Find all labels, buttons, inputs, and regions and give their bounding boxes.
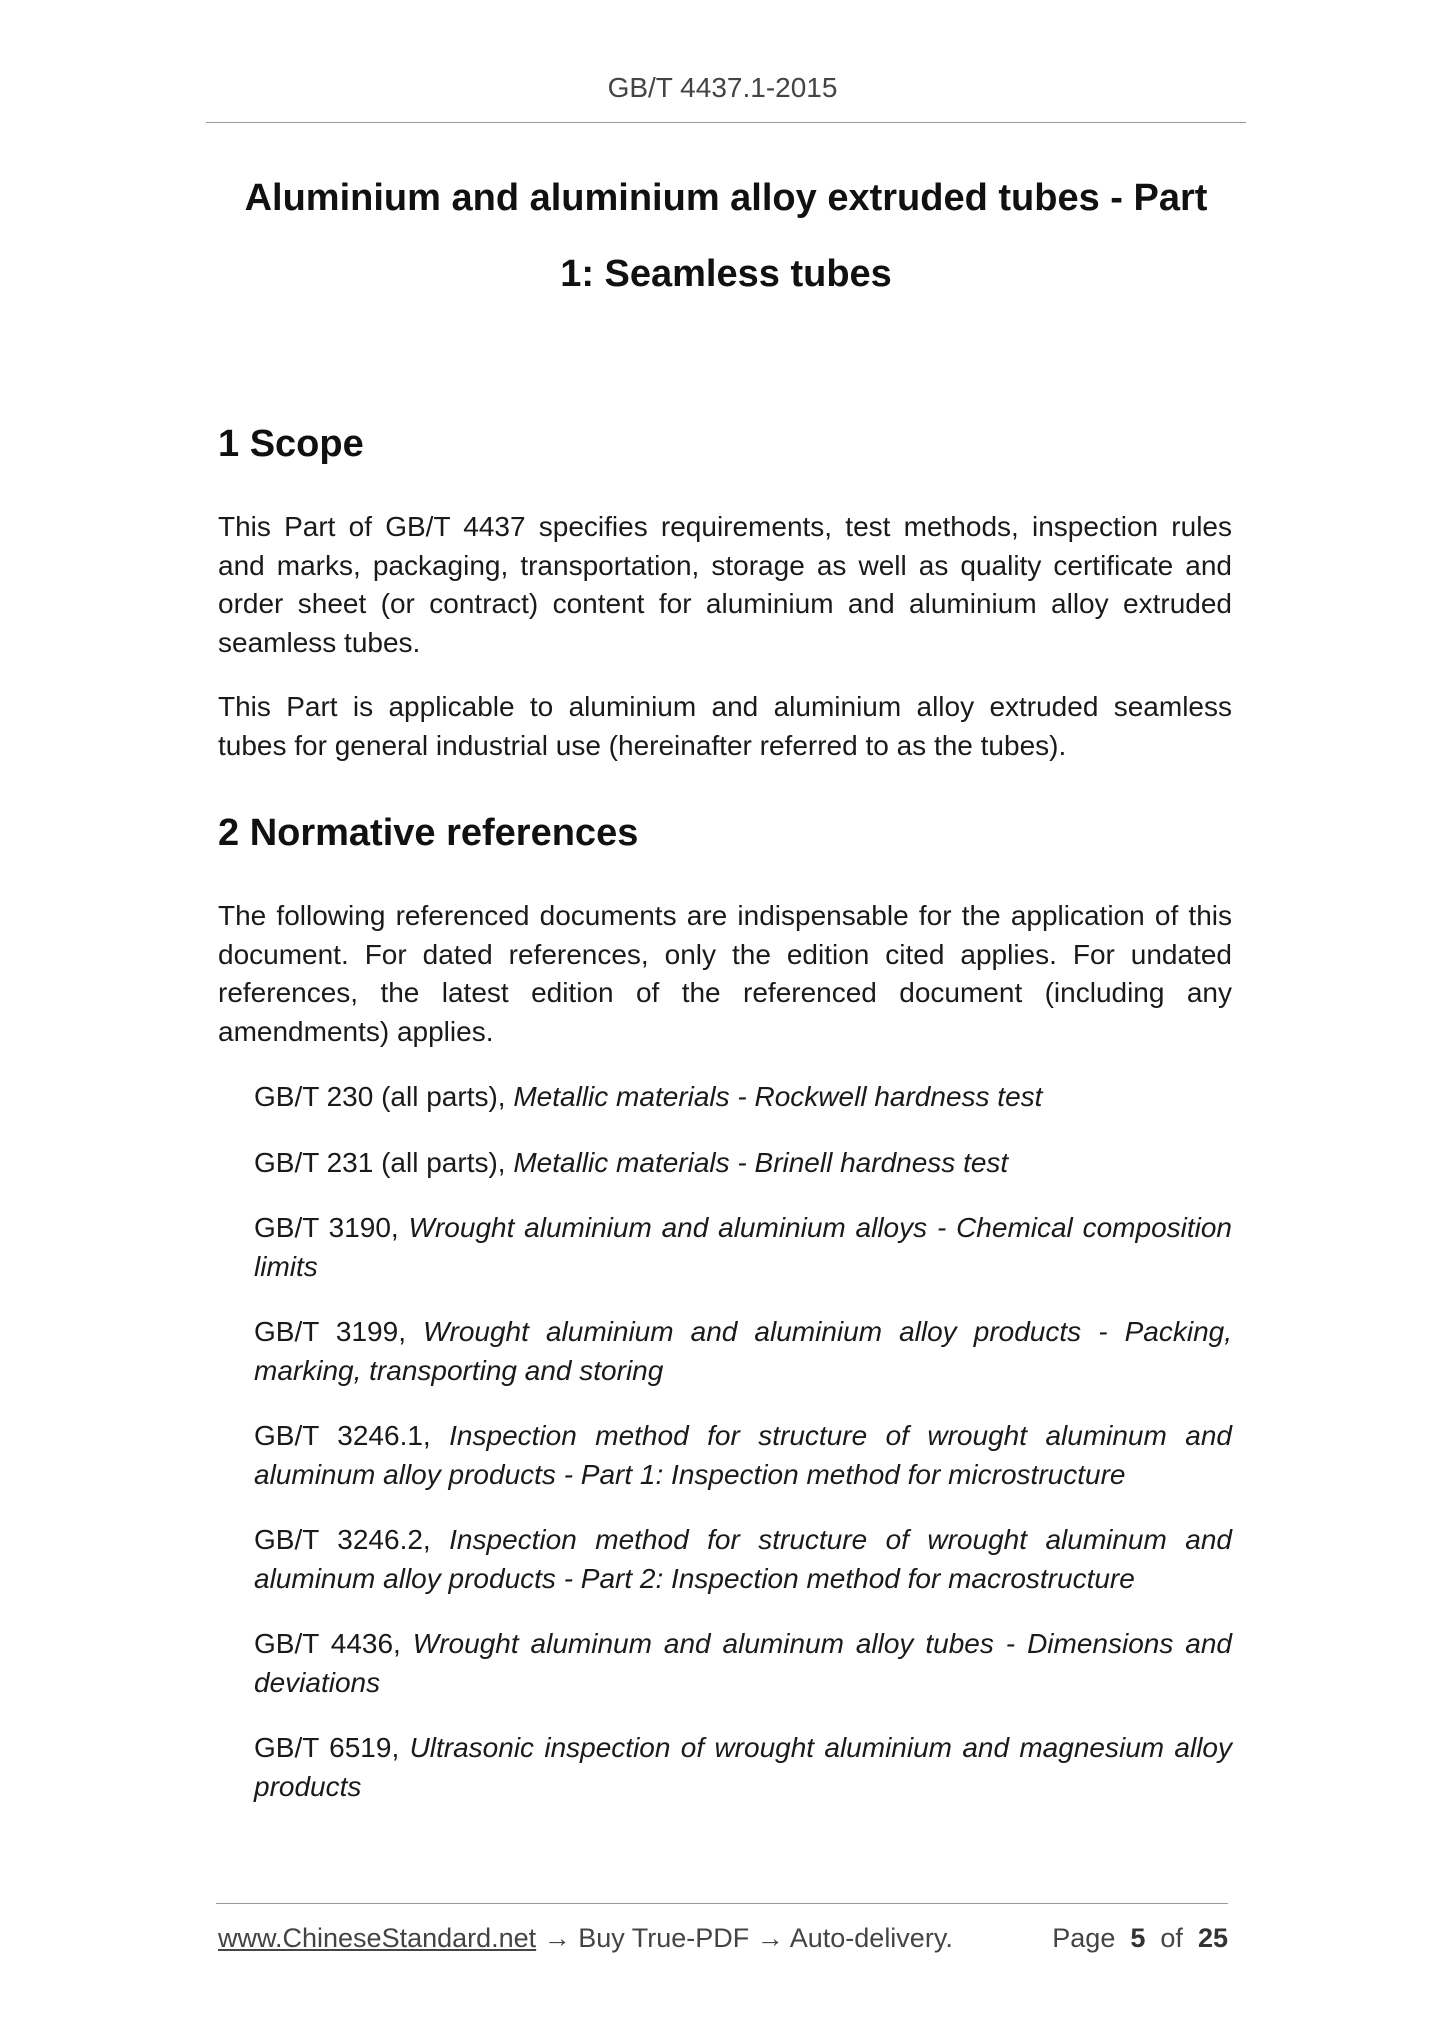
document-title-line-2: 1: Seamless tubes bbox=[560, 253, 892, 295]
reference-title: Metallic materials - Brinell hardness test bbox=[513, 1146, 1009, 1178]
reference-code: GB/T 3199, bbox=[254, 1316, 406, 1347]
header-divider bbox=[206, 122, 1246, 123]
document-body bbox=[218, 420, 1232, 1806]
reference-code: GB/T 3190, bbox=[254, 1212, 399, 1243]
reference-item bbox=[254, 1417, 1232, 1494]
header-doc-code: GB/T 4437.1-2015 bbox=[607, 72, 838, 103]
document-title bbox=[206, 160, 1246, 312]
reference-title: Ultrasonic inspection of wrought aluminium and magnesium alloy products bbox=[254, 1732, 1232, 1802]
reference-code: GB/T 3246.1, bbox=[254, 1420, 431, 1451]
section-heading-scope: 1 Scope bbox=[218, 423, 364, 465]
reference-code: GB/T 230 (all parts), bbox=[254, 1081, 506, 1112]
page-of-label: of bbox=[1160, 1923, 1183, 1953]
page-current: 5 bbox=[1130, 1923, 1146, 1953]
reference-title: Inspection method for structure of wrought aluminum and aluminum alloy products - Part 1: Inspection method for microstructure bbox=[254, 1420, 1232, 1490]
page-total: 25 bbox=[1197, 1923, 1228, 1953]
scope-paragraph-2: This Part is applicable to aluminium and aluminium alloy extruded seamless tubes for general industrial use (hereinafter referred to as the tubes). bbox=[218, 691, 1232, 761]
reference-item bbox=[254, 1209, 1232, 1286]
reference-item bbox=[254, 1625, 1232, 1702]
reference-code: GB/T 4436, bbox=[254, 1628, 401, 1659]
reference-item bbox=[254, 1521, 1232, 1598]
reference-code: GB/T 6519, bbox=[254, 1732, 400, 1763]
reference-title: Wrought aluminium and aluminium alloy products - Packing, marking, transporting and storing bbox=[254, 1316, 1233, 1386]
section-heading-normative-references: 2 Normative references bbox=[218, 812, 639, 854]
reference-title: Wrought aluminum and aluminum alloy tubes - Dimensions and deviations bbox=[254, 1628, 1232, 1698]
footer-promo-text: → Buy True-PDF → Auto-delivery. bbox=[536, 1923, 953, 1953]
reference-item bbox=[254, 1729, 1232, 1806]
chinesestandard-link[interactable]: www.ChineseStandard.net bbox=[218, 1923, 537, 1953]
page-label: Page bbox=[1052, 1923, 1116, 1953]
reference-title: Metallic materials - Rockwell hardness test bbox=[513, 1081, 1043, 1112]
scope-paragraph-1: This Part of GB/T 4437 specifies requirements, test methods, inspection rules and marks, packaging, transportation, storage as well as quality certificate and order sheet (or contract) content for aluminium and aluminium alloy extruded seamless tubes. bbox=[218, 511, 1232, 658]
reference-item bbox=[254, 1313, 1232, 1390]
reference-title: Inspection method for structure of wrought aluminum and aluminum alloy products - Part 2: Inspection method for macrostructure bbox=[254, 1524, 1232, 1594]
reference-code: GB/T 231 (all parts), bbox=[254, 1146, 506, 1178]
normative-intro-paragraph: The following referenced documents are indispensable for the application of this document. For dated references, only the edition cited applies. For undated references, the latest edition of the referenced document (including any amendments) applies. bbox=[218, 900, 1232, 1047]
reference-item bbox=[254, 1144, 1232, 1183]
footer-promo bbox=[218, 1921, 953, 1955]
reference-title: Wrought aluminium and aluminium alloys - Chemical composition limits bbox=[254, 1212, 1233, 1282]
reference-item bbox=[254, 1078, 1232, 1117]
page-number bbox=[1052, 1921, 1228, 1955]
document-title-line-1: Aluminium and aluminium alloy extruded tubes - Part bbox=[244, 177, 1208, 219]
footer-divider bbox=[216, 1903, 1228, 1904]
reference-code: GB/T 3246.2, bbox=[254, 1524, 431, 1555]
